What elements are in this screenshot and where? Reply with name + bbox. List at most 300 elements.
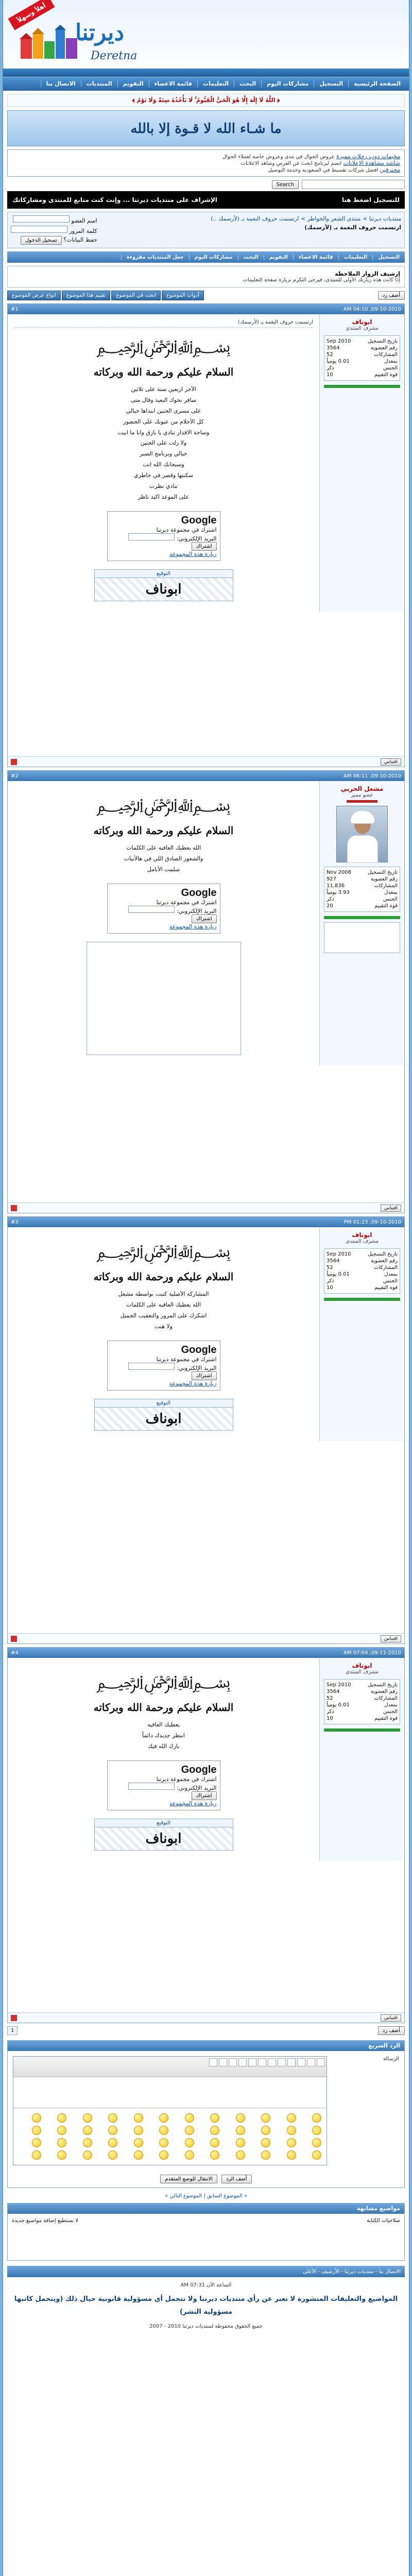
site-logo[interactable] <box>13 2 168 66</box>
stat-label: بمعدل <box>384 890 398 895</box>
quote-button[interactable]: اقتباس <box>381 1635 401 1642</box>
advanced-mode-button[interactable]: الانتقال للوضع المتقدم <box>160 2175 217 2183</box>
header-stripe <box>3 69 409 77</box>
smiley-icon[interactable] <box>134 2138 143 2147</box>
smiley-icon[interactable] <box>312 2113 321 2123</box>
submit-reply-button[interactable]: أضف الرد <box>221 2175 252 2183</box>
smiley-icon[interactable] <box>83 2150 92 2160</box>
stat-label: رقم العضوية <box>370 876 398 882</box>
subnav-register[interactable]: التسجيل <box>372 255 405 260</box>
smiley-icon[interactable] <box>185 2113 194 2123</box>
nav-home[interactable]: الصفحة الرئيسية <box>348 80 406 87</box>
stat-label: الجنس <box>383 1278 398 1284</box>
google-subtitle: اشترك في مجموعة ديرتنا <box>156 526 217 533</box>
smiley-icon[interactable] <box>32 2113 41 2123</box>
smiley-icon[interactable] <box>159 2126 168 2135</box>
user-title: مشرف المنتدى <box>345 1669 379 1675</box>
signature-image: ابوناف <box>95 578 233 601</box>
quran-verse-banner: ﴿ اللَّهُ لَا إِلَٰهَ إِلَّا هُوَ الْحَيُّ الْقَيُّومُ ۚ لَا تَأْخُذُهُ سِنَةٌ وَلَا نَوْمٌ ﴾ <box>7 94 405 107</box>
stat-label: بمعدل <box>384 1702 398 1708</box>
greeting: السلام عليكم ورحمة الله وبركاته <box>93 366 234 378</box>
stat-value: 0.01 يومياً <box>327 1702 350 1708</box>
google-visit-link[interactable]: زيارة هذه المجموعة <box>169 923 217 930</box>
report-icon[interactable] <box>11 759 17 765</box>
post-number[interactable]: #2 <box>11 773 19 779</box>
user-stats <box>324 867 400 912</box>
welcome-ribbon: أهلاً وسهلاً <box>8 0 55 30</box>
user-stats <box>324 1248 400 1294</box>
stat-value: ذكر <box>327 1709 334 1715</box>
stat-label: قوة التقييم <box>374 903 398 909</box>
ad-link[interactable]: مخيمات دوب رحلات مميزة <box>336 153 400 160</box>
subnav-calendar[interactable]: التقويم <box>264 255 293 260</box>
text-line: بارك الله فيك <box>147 1742 180 1750</box>
stat-value: 10 <box>327 1285 333 1291</box>
stat-value: 3564 <box>327 1689 340 1694</box>
stat-label: قوة التقييم <box>374 1285 398 1291</box>
post <box>7 1647 405 2023</box>
site-header <box>3 0 409 77</box>
google-group-widget <box>107 1341 220 1391</box>
smiley-icon[interactable] <box>261 2138 270 2147</box>
editor-toolbar <box>13 2057 327 2077</box>
text-line: الآخر اربعين سنة على ثلاثين <box>131 386 196 393</box>
google-visit-link[interactable]: زيارة هذه المجموعة <box>169 550 217 557</box>
signature-box <box>94 1819 233 1851</box>
smiley-icon[interactable] <box>261 2126 270 2135</box>
google-visit-link[interactable]: زيارة هذه المجموعة <box>169 1380 217 1387</box>
text-line: سلمت الأنامل <box>147 866 180 873</box>
message-textarea[interactable] <box>13 2077 327 2108</box>
user-panel <box>319 1658 404 1861</box>
user-title: عضو مميز <box>351 792 373 798</box>
remember-checkbox[interactable]: حفظ البيانات؟ <box>63 236 97 243</box>
nav-search[interactable]: البحث <box>234 80 261 87</box>
stat-value: 3564 <box>327 345 340 351</box>
search-button[interactable]: Search <box>272 180 299 189</box>
text-line: انتظر جديدك دائماً <box>142 1732 185 1739</box>
marquee-text: الإشراف على منتديات ديرتنا ... وإنت كنت متابع للمنتدى ومشاركاتك <box>12 196 217 204</box>
post-content <box>8 781 319 1065</box>
smiley-icon[interactable] <box>210 2126 219 2135</box>
post-date: 09-10-2010, 01:23 PM <box>344 1219 401 1225</box>
search-thread-menu[interactable]: ابحث في الموضوع <box>111 291 161 300</box>
smiley-icon[interactable] <box>287 2113 296 2123</box>
text-line: المشاركة الأصلية كتبت بواسطة مشعل <box>118 1291 209 1297</box>
stat-value: 20 <box>327 903 333 909</box>
logo-arabic-text: ديرتنا <box>75 20 125 46</box>
smiley-icon[interactable] <box>83 2126 92 2135</box>
subnav-members[interactable]: قائمة الاعضاء <box>293 255 338 260</box>
smiley-icon[interactable] <box>83 2113 92 2123</box>
italic-icon[interactable] <box>307 2058 315 2066</box>
similar-threads-title: مواضيع مشابهة <box>8 2204 404 2214</box>
smiley-icon[interactable] <box>32 2126 41 2135</box>
smiley-icon[interactable] <box>312 2126 321 2135</box>
user-mini-info <box>324 922 400 953</box>
smiley-icon[interactable] <box>236 2126 245 2135</box>
ad-row <box>12 153 400 160</box>
text-line: والشعور الصادق اللي في هالأبيات <box>124 855 203 862</box>
quick-reply <box>7 2040 405 2188</box>
google-group-widget <box>107 1760 220 1810</box>
stat-label: الجنس <box>383 896 398 902</box>
smiley-icon[interactable] <box>312 2138 321 2147</box>
permissions-text: لا تستطيع إضافة مواضيع جديدة <box>12 2218 78 2224</box>
basmala-calligraphy: ﷽ <box>96 795 231 816</box>
post <box>7 1216 405 1644</box>
smiley-icon[interactable] <box>57 2126 66 2135</box>
google-search-bar <box>7 180 405 189</box>
display-modes-menu[interactable]: انواع عرض الموضوع <box>7 291 61 300</box>
link-icon[interactable] <box>258 2058 266 2066</box>
stat-label: رقم العضوية <box>370 1258 398 1264</box>
basmala-calligraphy: ﷽ <box>96 336 231 357</box>
stat-label: المشاركات <box>374 352 398 358</box>
smiley-icon[interactable] <box>261 2113 270 2123</box>
align-center-icon[interactable] <box>278 2058 286 2066</box>
reputation-bar <box>324 916 400 919</box>
google-email-label: البريد الإلكتروني: <box>176 907 217 914</box>
post-username[interactable]: ابوناف <box>352 1662 372 1669</box>
smiley-icon[interactable] <box>185 2126 194 2135</box>
user-avatar <box>336 806 388 862</box>
font-icon[interactable] <box>219 2058 227 2066</box>
text-line: على مسرى الحنين ابتداها خيالي <box>126 407 201 414</box>
smiley-icon[interactable] <box>210 2113 219 2123</box>
quote-button[interactable]: اقتباس <box>381 2014 401 2022</box>
google-subscribe-button[interactable]: اشتراك <box>192 1791 217 1800</box>
nav-contact[interactable]: الاتصال بنا <box>41 80 81 87</box>
smiley-icon[interactable] <box>134 2113 143 2123</box>
similar-threads <box>7 2203 405 2261</box>
post-header <box>8 771 404 781</box>
smiley-icon[interactable] <box>57 2150 66 2160</box>
ad-text: افضل شركات تقسيط في السعودية وخدمة التوصيل <box>268 167 379 173</box>
stat-value: 10 <box>327 1716 333 1721</box>
signature-header: التوقيع <box>95 1819 233 1827</box>
smiley-icon[interactable] <box>185 2138 194 2147</box>
username-label: اسم العضو <box>71 217 97 224</box>
post-number[interactable]: #3 <box>11 1219 19 1225</box>
stat-value: 11,836 <box>327 883 345 889</box>
align-left-icon[interactable] <box>287 2058 296 2066</box>
google-subscribe-button[interactable]: اشتراك <box>192 1371 217 1380</box>
google-logo: Google <box>181 887 217 899</box>
signature-box <box>94 569 233 601</box>
google-email-input[interactable] <box>128 906 175 913</box>
post-username[interactable]: ابوناف <box>352 1231 372 1239</box>
nav-forums[interactable]: المنتديات <box>81 80 117 87</box>
subnav-today[interactable]: مشاركات اليوم <box>189 255 238 260</box>
post-footer <box>8 1202 404 1213</box>
user-title: مشرف المنتدى <box>345 326 379 331</box>
stat-label: قوة التقييم <box>374 1716 398 1721</box>
stat-value: ذكر <box>327 1278 334 1284</box>
greeting: السلام عليكم ورحمة الله وبركاته <box>93 824 234 837</box>
reply-button-bottom[interactable]: أضف رد <box>378 2026 405 2035</box>
smiley-icon[interactable] <box>134 2150 143 2160</box>
quote-button[interactable]: اقتباس <box>381 758 401 766</box>
align-right-icon[interactable] <box>268 2058 276 2066</box>
message-editor <box>13 2056 327 2165</box>
stat-label: بمعدل <box>384 1272 398 1277</box>
google-email-label: البريد الإلكتروني: <box>176 1364 217 1371</box>
basmala-calligraphy: ﷽ <box>96 1241 231 1262</box>
google-subscribe-button[interactable]: اشتراك <box>192 914 217 923</box>
thread-title: ارتسمت حروف النغمة بـ (لأرسمك) <box>304 224 401 231</box>
signature-header: التوقيع <box>95 1399 233 1408</box>
stat-value: 52 <box>327 1696 333 1701</box>
reply-button[interactable]: أضف رد <box>378 291 405 300</box>
masha-allah-banner: ما شـاء الله لا قـوة إلا بالله <box>7 110 405 146</box>
post-text <box>14 384 313 503</box>
smiley-icon[interactable] <box>159 2150 168 2160</box>
post-content <box>8 1658 319 1861</box>
smiley-icon[interactable] <box>83 2138 92 2147</box>
smiley-icon[interactable] <box>210 2150 219 2160</box>
stat-value: 52 <box>327 352 333 358</box>
post-content <box>8 314 319 612</box>
signature-image-frame <box>87 942 241 1055</box>
breadcrumb-path <box>211 215 401 245</box>
stat-label: بمعدل <box>384 359 398 364</box>
quick-reply-label: الرسالة <box>383 2056 399 2062</box>
post-title: ارتسمت حروف النغمة بـ (لأرسمك) <box>14 319 313 328</box>
google-email-label: البريد الإلكتروني: <box>176 1784 217 1791</box>
marquee-register-link[interactable]: للتسجيل اضغط هنا <box>341 196 400 204</box>
quote-button[interactable]: اقتباس <box>381 1205 401 1212</box>
text-line: سافر نحوك البعيد وقال متى <box>130 396 197 403</box>
stat-value: 0.01 يومياً <box>327 1272 350 1277</box>
google-email-input[interactable] <box>128 1783 175 1790</box>
google-email-input[interactable] <box>128 1363 175 1370</box>
logo-english-text: Deretna <box>91 49 138 62</box>
page-nav: 1 <box>7 2026 18 2035</box>
text-line: تنادي نظرت <box>149 483 178 490</box>
notice-text: إذا كانت هذه زيارتك الأولى للمنتدى، فيرجى التكرم بزيارة صفحة التعليمات <box>243 277 400 283</box>
notice-title: إرشيف الزوار الملاحظة <box>335 270 400 277</box>
smiley-icon[interactable] <box>108 2126 117 2135</box>
login-form <box>11 215 97 245</box>
smiley-icon[interactable] <box>108 2113 117 2123</box>
news-marquee <box>7 191 405 209</box>
ad-link[interactable]: محترفين <box>380 166 400 173</box>
visitor-notice <box>7 266 405 287</box>
post-header <box>8 1217 404 1227</box>
stat-value: Nov 2008 <box>327 870 352 875</box>
subnav-faq[interactable]: التعليمات <box>338 255 373 260</box>
post <box>7 770 405 1213</box>
stat-value: Sep 2010 <box>327 1251 351 1257</box>
stat-value: 10 <box>327 372 333 378</box>
user-panel <box>319 1227 404 1441</box>
size-icon[interactable] <box>209 2058 217 2066</box>
smiley-icon[interactable] <box>287 2126 296 2135</box>
breadcrumb-links[interactable]: منتديات ديرتنا > منتدى الشعر والخواطر > ارتسمت حروف النغمة بـ (لأرسمك ..) <box>211 215 401 222</box>
google-email-label: البريد الإلكتروني: <box>176 535 217 542</box>
smiley-icon[interactable] <box>159 2138 168 2147</box>
rank-bar <box>347 800 377 803</box>
post-header <box>8 304 404 314</box>
stat-label: تاريخ التسجيل <box>368 1682 398 1688</box>
report-icon[interactable] <box>11 2015 17 2021</box>
report-icon[interactable] <box>11 1636 17 1642</box>
stat-value: Sep 2010 <box>327 338 351 344</box>
subnav-search[interactable]: البحث <box>238 255 264 260</box>
basmala-calligraphy: ﷽ <box>96 1672 231 1692</box>
disclaimer: المواضيع والتعليقات المنشورة لا تعبر عن رأي منتديات ديرتنا ولا نتحمل أي مسؤولية قانونية حيال ذلك (ويتحمل كاتبها مسؤولية النشر) <box>14 2295 398 2316</box>
signature-box <box>94 1399 233 1431</box>
tools-bar <box>7 291 204 300</box>
stat-label: رقم العضوية <box>370 345 398 351</box>
forum-wrapper <box>3 0 409 2576</box>
stat-label: رقم العضوية <box>370 1689 398 1694</box>
text-line: ولا زلت على الحنين <box>140 439 187 447</box>
smiley-icon[interactable] <box>185 2150 194 2160</box>
post-username[interactable]: ابوناف <box>352 318 372 326</box>
breadcrumb <box>7 212 405 248</box>
nav-register[interactable]: التسجيل <box>314 80 348 87</box>
google-visit-link[interactable]: زيارة هذه المجموعة <box>169 1800 217 1807</box>
post-date: 09-10-2010, 04:10 AM <box>344 306 401 312</box>
thread-tools-menu[interactable]: أدوات الموضوع <box>162 291 204 300</box>
stat-label: الجنس <box>383 365 398 371</box>
quick-reply-buttons <box>8 2171 404 2188</box>
search-input[interactable] <box>302 180 405 189</box>
underline-icon[interactable] <box>297 2058 305 2066</box>
stat-label: تاريخ التسجيل <box>368 338 398 344</box>
stat-label: المشاركات <box>374 1265 398 1270</box>
smiley-icon[interactable] <box>159 2113 168 2123</box>
nav-calendar[interactable]: التقويم <box>117 80 149 87</box>
text-line: وسبحانك الله انت <box>143 461 184 468</box>
ad-text: انضم لبرنامج ابحث عن الفرص وشاهد الاعلانات <box>241 161 342 166</box>
smiley-icon[interactable] <box>236 2150 245 2160</box>
ad-text: عروض الجوال في مدى وعروض خاصة لعملاء الجوال <box>222 154 335 160</box>
smiley-icon[interactable] <box>108 2150 117 2160</box>
stat-label: تاريخ التسجيل <box>368 1251 398 1257</box>
smiley-icon[interactable] <box>32 2138 41 2147</box>
smiley-icon[interactable] <box>287 2138 296 2147</box>
smiley-icon[interactable] <box>57 2138 66 2147</box>
stat-value: ذكر <box>327 365 334 371</box>
post-number[interactable]: #4 <box>11 1650 19 1656</box>
quote-icon[interactable] <box>238 2058 247 2066</box>
password-field[interactable] <box>11 226 67 233</box>
post-text <box>14 1289 313 1332</box>
nav-today-posts[interactable]: مشاركات اليوم <box>261 80 314 87</box>
stat-label: الجنس <box>383 1709 398 1715</box>
reputation-bar <box>324 1298 400 1301</box>
nav-faq[interactable]: التعليمات <box>197 80 234 87</box>
google-logo: Google <box>181 1344 217 1355</box>
post-date: 09-11-2010, 07:04 AM <box>344 1650 401 1656</box>
stat-label: المشاركات <box>374 1696 398 1701</box>
smiley-icon[interactable] <box>312 2150 321 2160</box>
user-panel <box>319 314 404 612</box>
smiley-icon[interactable] <box>134 2126 143 2135</box>
stat-value: Sep 2010 <box>327 1682 351 1688</box>
nav-members[interactable]: قائمة الاعضاء <box>149 80 197 87</box>
report-icon[interactable] <box>11 1205 17 1211</box>
stat-value: 927 <box>327 876 337 882</box>
google-subtitle: اشترك في مجموعة ديرتنا <box>156 1775 217 1783</box>
post-content <box>8 1227 319 1441</box>
user-stats <box>324 1679 400 1724</box>
smiley-icon[interactable] <box>32 2150 41 2160</box>
post-username[interactable]: مشعل الحربي <box>340 785 384 792</box>
username-field[interactable] <box>13 215 70 223</box>
google-subtitle: اشترك في مجموعة ديرتنا <box>156 899 217 906</box>
stat-value: 3564 <box>327 1258 340 1264</box>
post-footer <box>8 2012 404 2023</box>
copyright: جميع الحقوق محفوظة لمنتديات ديرتنا 2010 - 2007 <box>149 2324 263 2330</box>
thread-tools-bottom <box>7 2026 405 2035</box>
color-icon[interactable] <box>229 2058 237 2066</box>
smiley-icon[interactable] <box>57 2113 66 2123</box>
reputation-bar <box>324 1728 400 1732</box>
ads-box <box>7 149 405 177</box>
thread-tools <box>7 291 405 300</box>
ad-link[interactable]: شاشة مشاهدة الإعلانات <box>343 160 400 166</box>
smiley-icon[interactable] <box>210 2138 219 2147</box>
text-line: ولا هنت <box>154 1323 173 1330</box>
user-stats <box>324 335 400 381</box>
smiley-icon[interactable] <box>236 2138 245 2147</box>
stat-value: 52 <box>327 1265 333 1270</box>
stat-label: قوة التقييم <box>374 372 398 378</box>
post-number[interactable]: #1 <box>11 306 19 312</box>
google-subscribe-button[interactable]: اشتراك <box>192 542 217 551</box>
text-line: سكنتها وقصر في خاطري <box>133 472 194 479</box>
post-footer <box>8 1633 404 1643</box>
user-panel <box>319 781 404 1065</box>
post-text <box>14 1720 313 1752</box>
post <box>7 303 405 767</box>
password-label: كلمة المرور <box>69 228 97 234</box>
login-button[interactable]: تسجيل الدخول <box>21 236 62 245</box>
text-line: كل الأحلام من عيونك على الحضور <box>123 418 204 425</box>
text-line: خيالي وبرنامج الصبر <box>140 450 187 457</box>
smilies-panel <box>13 2108 327 2165</box>
stat-value: ذكر <box>327 896 334 902</box>
stat-label: تاريخ التسجيل <box>368 870 398 875</box>
smiley-icon[interactable] <box>287 2150 296 2160</box>
next-prev-links[interactable]: « الموضوع السابق | الموضوع التالي » <box>165 2193 247 2199</box>
ad-row <box>12 166 400 173</box>
text-line: الله يعطيك العافيه على الكلمات <box>126 1301 201 1308</box>
text-line: الله يعطيك العافيه على الكلمات <box>126 844 201 851</box>
google-subtitle: اشترك في مجموعة ديرتنا <box>156 1355 217 1363</box>
smiley-icon[interactable] <box>261 2150 270 2160</box>
smiley-icon[interactable] <box>236 2113 245 2123</box>
post-text <box>14 843 313 875</box>
bold-icon[interactable] <box>317 2058 325 2066</box>
signature-header: التوقيع <box>95 570 233 578</box>
google-email-input[interactable] <box>128 533 175 540</box>
stat-label: المشاركات <box>374 883 398 889</box>
subnav-mark-read[interactable]: جعل المنتديات مقروءة <box>121 255 189 260</box>
smiley-icon[interactable] <box>108 2138 117 2147</box>
main-navbar <box>3 77 409 91</box>
rate-thread-menu[interactable]: تقييم هذا الموضوع <box>62 291 111 300</box>
image-icon[interactable] <box>248 2058 256 2066</box>
permissions-title: صلاحيات الكتابة <box>367 2218 400 2224</box>
post-date: 09-10-2010, 06:11 AM <box>344 773 401 779</box>
user-title: مشرف المنتدى <box>345 1239 379 1244</box>
footer-links[interactable]: الاتصال بنا - منتديات ديرتنا - الأرشيف - الأعلى <box>7 2266 405 2277</box>
